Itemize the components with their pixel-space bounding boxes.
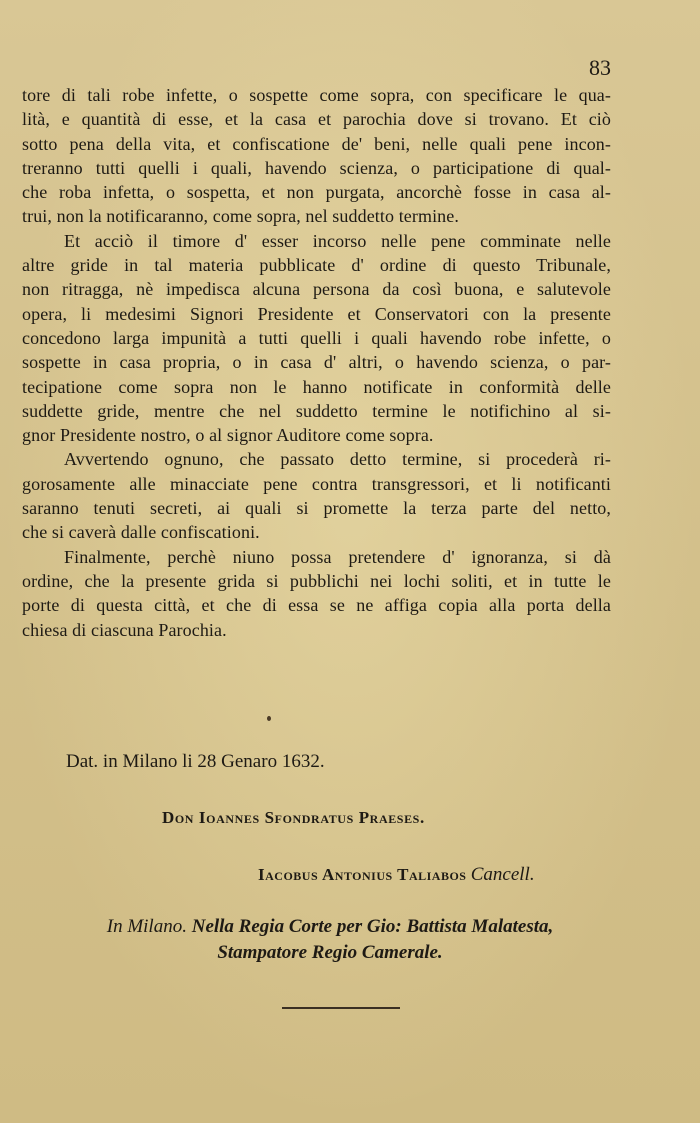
date-line: Dat. in Milano li 28 Genaro 1632.	[66, 751, 325, 772]
text-line: opera, li medesimi Signori Presidente et Conservatori con la presente	[22, 303, 611, 324]
text-line: che roba infetta, o sospetta, et non purgata, ancorchè fosse in casa al-	[22, 182, 611, 203]
ink-spot	[267, 716, 271, 721]
text-line: gnor Presidente nostro, o al signor Auditore come sopra.	[22, 425, 434, 446]
text-line: lità, e quantità di esse, et la casa et parochia dove si trovano. Et ciò	[22, 109, 611, 130]
text-line: Finalmente, perchè niuno possa pretendere d' ignoranza, si dà	[64, 546, 611, 567]
text-line: sospette in casa propria, o in casa d' altri, o havendo scienza, o par-	[22, 352, 611, 373]
text-line: trui, non la notificaranno, come sopra, nel suddetto termine.	[22, 206, 459, 227]
imprint-line-2: Stampatore Regio Camerale.	[217, 942, 443, 963]
page-number: 83	[589, 55, 611, 80]
paragraph-1	[22, 83, 611, 229]
chancellor-name: Iacobus Antonius Taliabos	[258, 865, 467, 884]
signature-president: Don Ioannes Sfondratus Praeses.	[162, 808, 425, 827]
text-line: saranno tenuti secreti, ai quali si promette la terza parte del netto,	[22, 498, 611, 519]
printer-imprint	[60, 914, 600, 966]
text-line: concedono larga impunità a tutti quelli i quali havendo robe infette, o	[22, 327, 611, 348]
text-line: che si caverà dalle confiscationi.	[22, 522, 260, 543]
text-line: chiesa di ciascuna Parochia.	[22, 619, 227, 640]
text-line: suddette gride, mentre che nel suddetto termine le notifichino al si-	[22, 400, 611, 421]
chancellor-title: Cancell.	[470, 864, 535, 885]
text-line: tore di tali robe infette, o sospette come sopra, con specificare le qua-	[22, 85, 611, 105]
signature-chancellor	[258, 864, 535, 886]
paragraph-3	[22, 447, 611, 544]
text-line: gorosamente alle minacciate pene contra transgressori, et li notificanti	[22, 473, 611, 494]
imprint-printer: Nella Regia Corte per Gio: Battista Malatesta,	[191, 916, 554, 937]
text-line: Et acciò il timore d' esser incorso nelle pene comminate nelle	[64, 230, 611, 251]
text-line: treranno tutti quelli i quali, havendo scienza, o participatione di qual-	[22, 157, 611, 178]
text-line: sotto pena della vita, et confiscatione de' beni, nelle quali pene incon-	[22, 133, 611, 154]
text-line: ordine, che la presente grida si pubblichi nei lochi soliti, et in tutte le	[22, 570, 611, 591]
paragraph-2	[22, 229, 611, 448]
imprint-line-1	[60, 914, 600, 940]
closing-rule	[282, 1007, 400, 1009]
text-line: tecipatione come sopra non le hanno notificate in conformità delle	[22, 376, 611, 397]
imprint-place: In Milano.	[106, 916, 187, 937]
text-line: porte di questa città, et che di essa se ne affiga copia alla porta della	[22, 595, 611, 616]
body-text	[22, 83, 611, 642]
text-line: Avvertendo ognuno, che passato detto termine, si procederà ri-	[64, 449, 611, 470]
paragraph-4	[22, 545, 611, 642]
text-line: non ritragga, nè impedisca alcuna persona da così buona, e salutevole	[22, 279, 611, 300]
text-line: altre gride in tal materia pubblicate d' ordine di questo Tribunale,	[22, 255, 611, 276]
